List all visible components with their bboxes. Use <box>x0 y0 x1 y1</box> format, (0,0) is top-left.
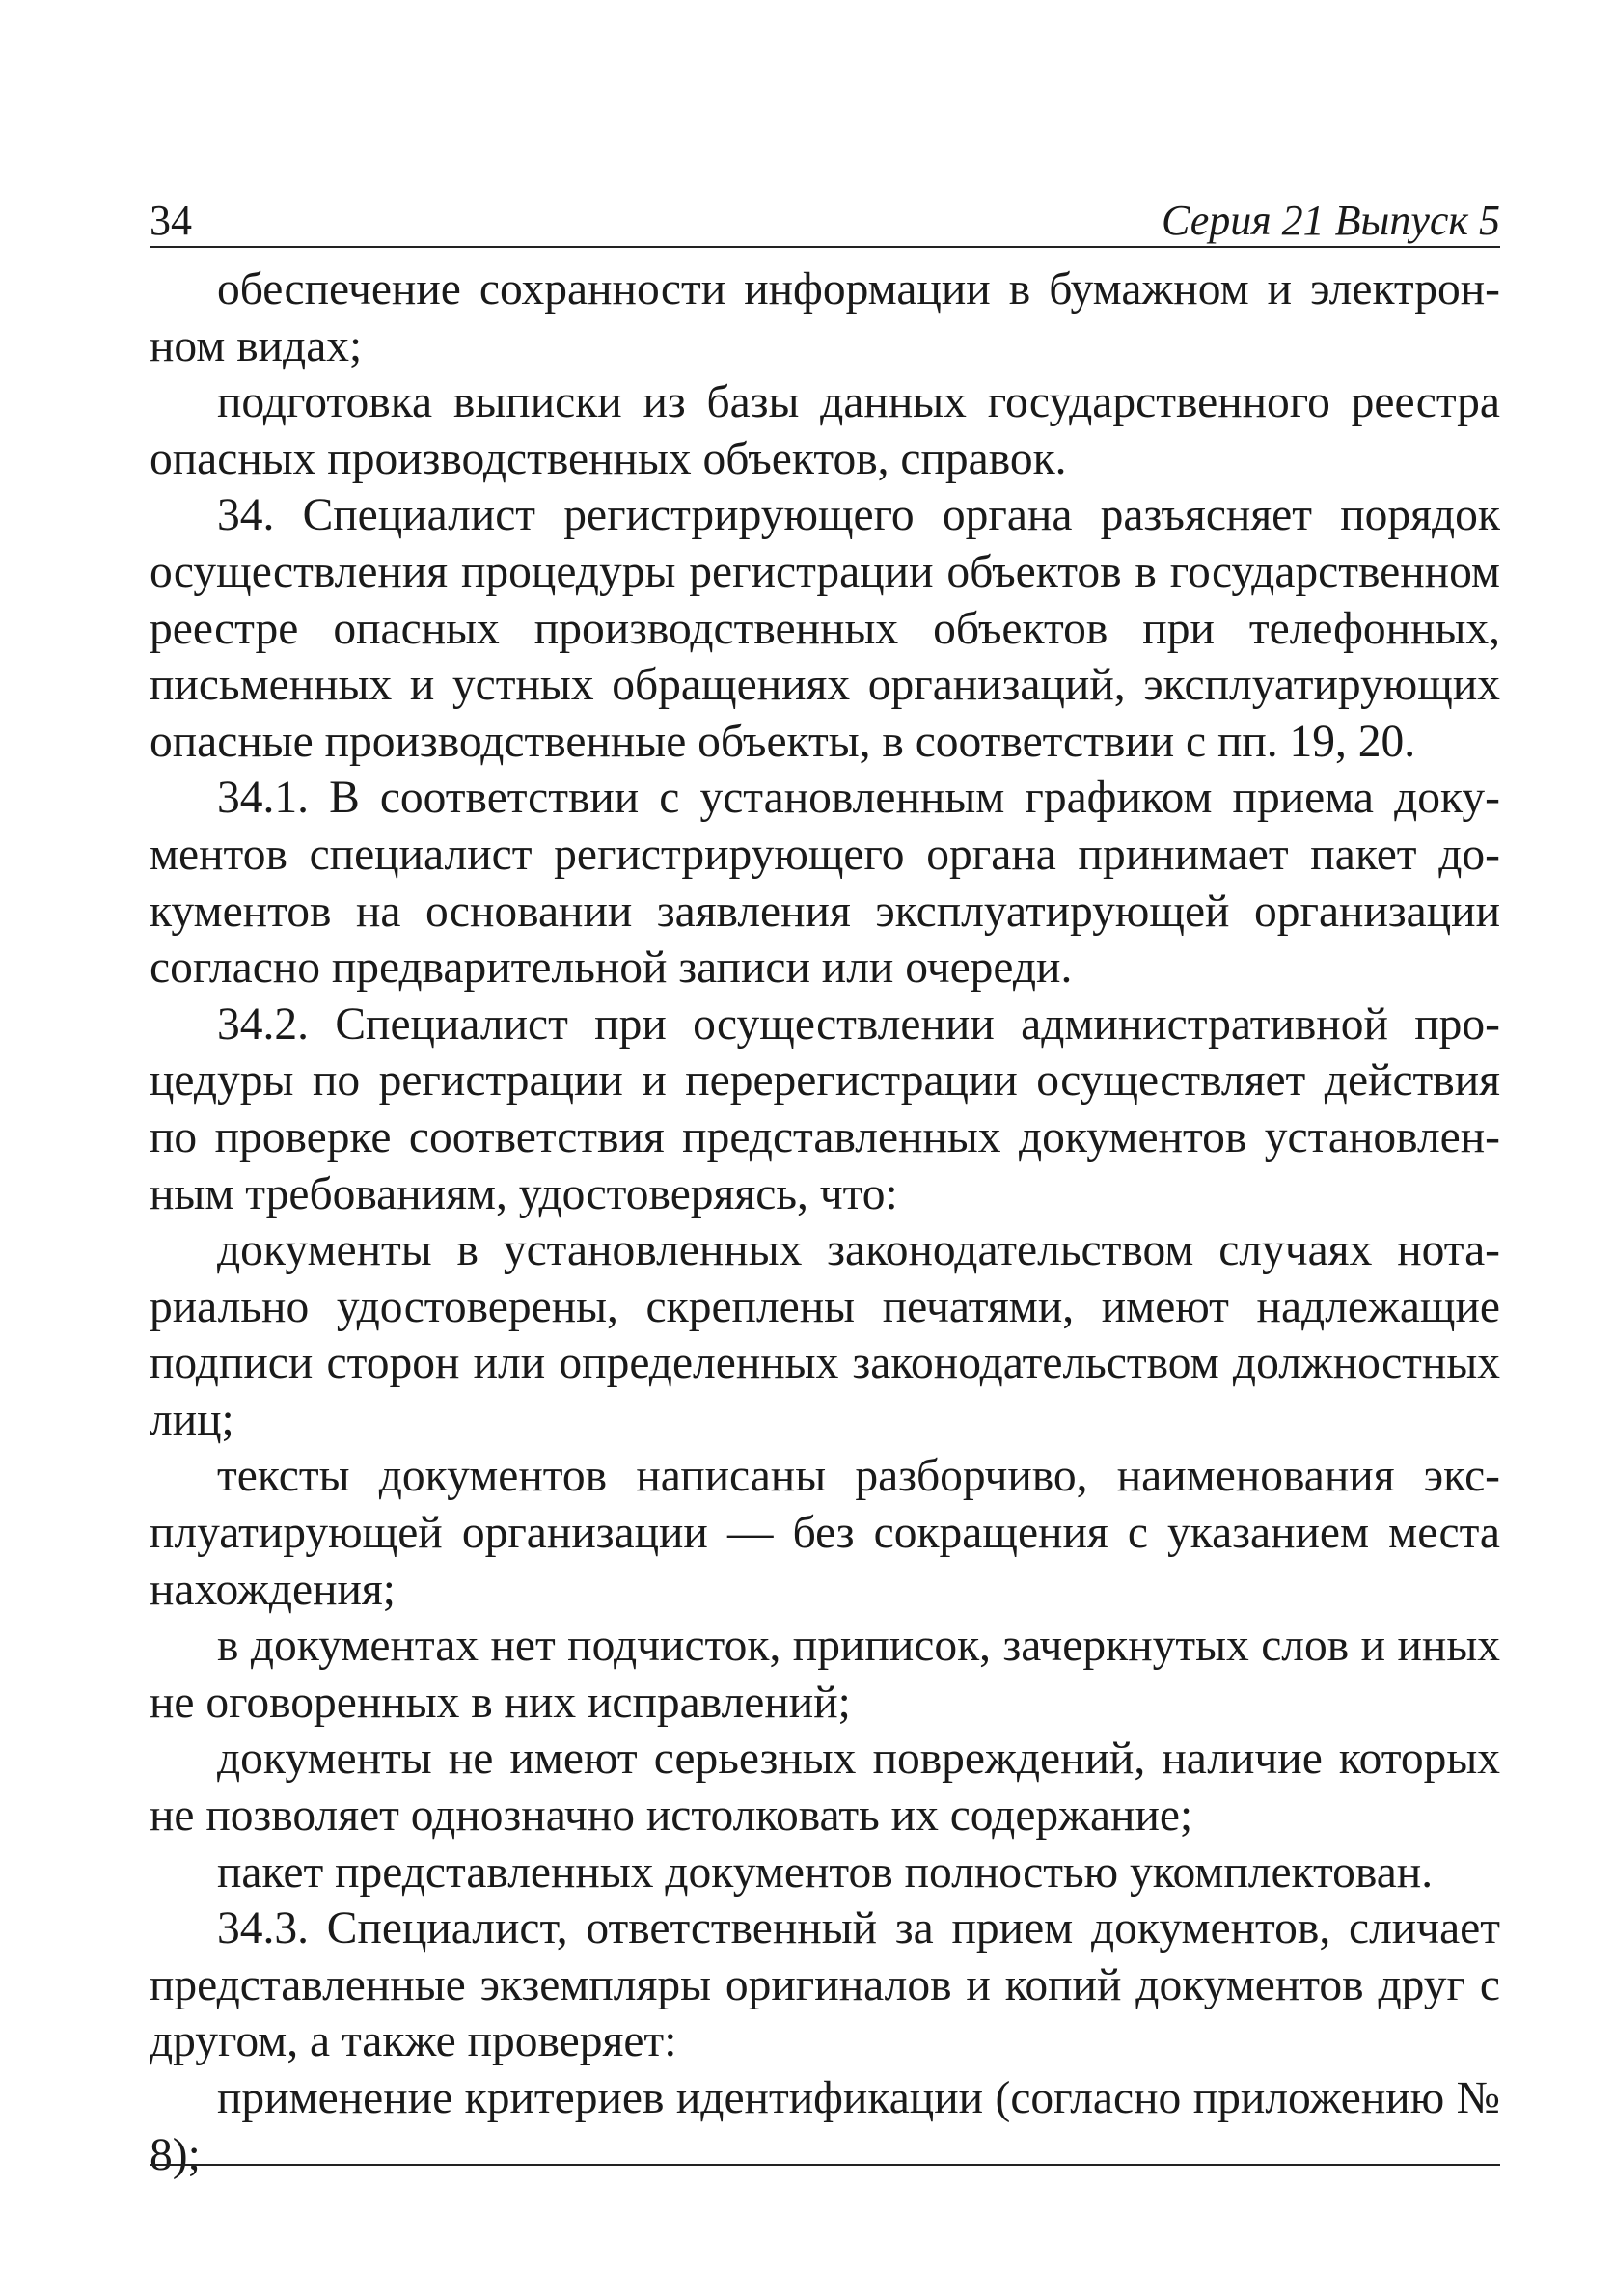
paragraph: 34.1. В соответствии с установленным графиком приема документов специалист регистрирующего органа принимает пакет документов на основании заявления эксплуатирующей организации согласно предварительной записи или очереди. <box>150 773 1500 994</box>
paragraph: документы не имеют серьезных повреждений, наличие которых не позволяет однозначно истолковать их содержание; <box>150 1734 1500 1842</box>
document-page <box>150 188 1500 2183</box>
running-header <box>150 188 1500 248</box>
paragraph: 34.2. Специалист при осуществлении административной процедуры по регистрации и перерегистрации осуществляет действия по проверке соответствия представленных документов установленным требованиям, удостоверяясь, что: <box>150 998 1500 1219</box>
paragraph: подготовка выписки из базы данных государственного реестра опасных производственных объектов, справок. <box>150 377 1500 484</box>
paragraph: 34. Специалист регистрирующего органа разъясняет порядок осуществления процедуры регистрации объектов в государственном реестре опасных производственных объектов при телефонных, письменных и устных обращениях организаций, эксплуатирующих опасные производственные объекты, в соответствии с пп. 19, 20. <box>150 490 1500 767</box>
footer-rule <box>150 2164 1500 2166</box>
paragraph: в документах нет подчисток, приписок, зачеркнутых слов и иных не оговоренных в них исправлений; <box>150 1621 1500 1728</box>
paragraph: применение критериев идентификации (согласно приложению № 8); <box>150 2073 1500 2180</box>
paragraph: 34.3. Специалист, ответственный за прием документов, сличает представленные экземпляры оригиналов и копий документов друг с другом, а также проверяет: <box>150 1903 1500 2067</box>
paragraph: пакет представленных документов полностью укомплектован. <box>217 1846 1434 1898</box>
series-title: Серия 21 Выпуск 5 <box>1162 197 1500 244</box>
paragraph: тексты документов написаны разборчиво, наименования эксплуатирующей организации — без сокращения с указанием места нахождения; <box>150 1451 1500 1615</box>
paragraph: обеспечение сохранности информации в бумажном и электронном видах; <box>150 264 1500 371</box>
body-text <box>150 261 1500 2183</box>
paragraph: документы в установленных законодательством случаях нотариально удостоверены, скреплены печатями, имеют надлежащие подписи сторон или определенных законодательством должностных лиц; <box>150 1225 1500 1445</box>
page-number: 34 <box>150 197 192 244</box>
